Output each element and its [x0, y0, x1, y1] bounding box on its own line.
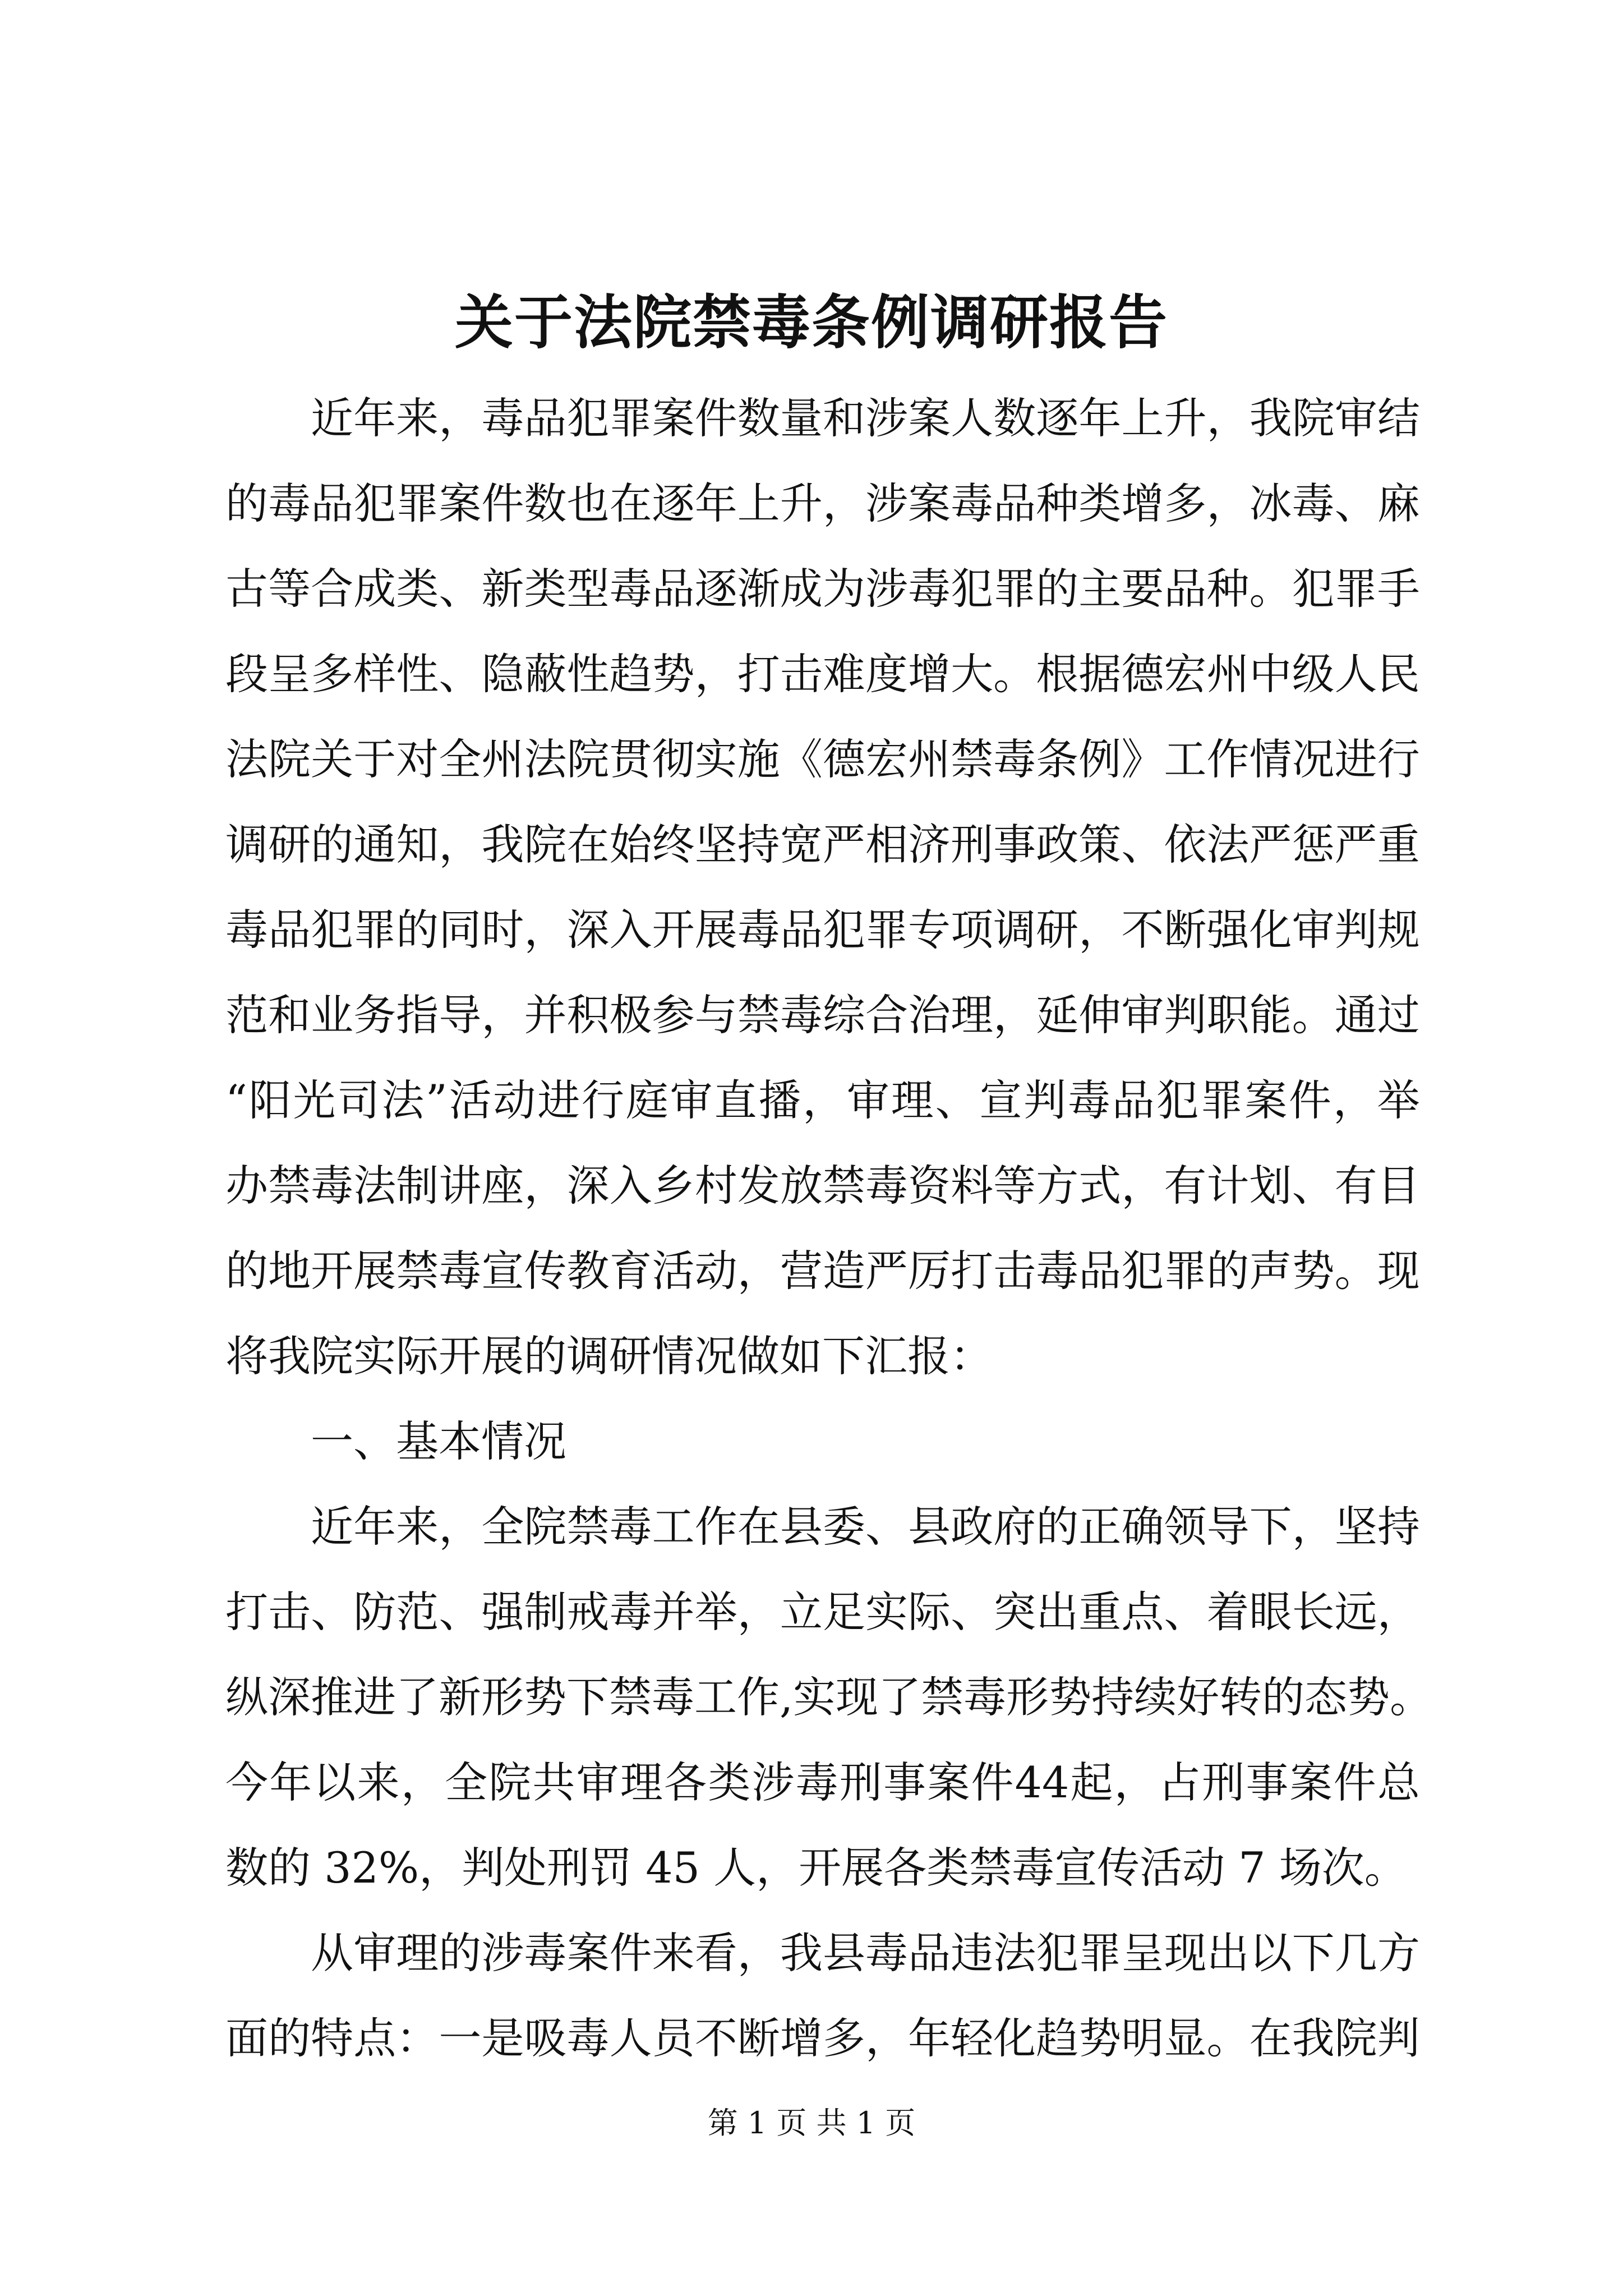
body-line-text: 一、基本情况	[311, 1416, 566, 1466]
body-line	[225, 1314, 1420, 1399]
body-line: 古 等 合 成 类 、 新 类 型 毒 品 逐 渐 成 为 涉 毒 犯 罪 的 主 要 品 种 。 犯 罪 手	[225, 564, 1420, 614]
body-line-text: 数的 32%，判处刑罚 45 人，开展各类禁毒宣传活动 7 场次。	[225, 1843, 1407, 1893]
body-line	[225, 1825, 1420, 1911]
body-line: 的 地 开 展 禁 毒 宣 传 教 育 活 动 ， 营 造 严 厉 打 击 毒 品 犯 罪 的 声 势 。 现	[225, 1246, 1420, 1296]
page-footer: 第 1 页 共 1 页	[707, 2105, 916, 2141]
body-line: 从 审 理 的 涉 毒 案 件 来 看 ， 我 县 毒 品 违 法 犯 罪 呈 现 出 以 下 几 方	[311, 1928, 1420, 1978]
body-line: “ 阳 光 司 法 ” 活 动 进 行 庭 审 直 播 ， 审 理 、 宣 判 毒 品 犯 罪 案 件 ， 举	[225, 1075, 1420, 1125]
body-line: 段 呈 多 样 性 、 隐 蔽 性 趋 势 ， 打 击 难 度 增 大 。 根 据 德 宏 州 中 级 人 民	[225, 649, 1420, 699]
body-line: 办 禁 毒 法 制 讲 座 ， 深 入 乡 村 发 放 禁 毒 资 料 等 方 式 ， 有 计 划 、 有 目	[225, 1161, 1420, 1211]
body-line: 近 年 来 ， 毒 品 犯 罪 案 件 数 量 和 涉 案 人 数 逐 年 上 升 ， 我 院 审 结	[311, 393, 1420, 443]
body-line-text: 将我院实际开展的调研情况做如下汇报：	[225, 1331, 993, 1381]
body-line: 今 年 以 来 ， 全 院 共 审 理 各 类 涉 毒 刑 事 案 件 44 起 ， 占 刑 事 案 件 总	[225, 1757, 1420, 1807]
body-line: 纵 深 推 进 了 新 形 势 下 禁 毒 工 作 , 实 现 了 禁 毒 形 势 持 续 好 转 的 态 势 。	[225, 1672, 1433, 1722]
body-line: 法 院 关 于 对 全 州 法 院 贯 彻 实 施 《 德 宏 州 禁 毒 条 例 》 工 作 情 况 进 行	[225, 734, 1420, 784]
body-line: 打 击 、 防 范 、 强 制 戒 毒 并 举 ， 立 足 实 际 、 突 出 重 点 、 着 眼 长 远 ，	[225, 1587, 1420, 1637]
body-line: 的 毒 品 犯 罪 案 件 数 也 在 逐 年 上 升 ， 涉 案 毒 品 种 类 增 多 ， 冰 毒 、 麻	[225, 478, 1420, 528]
body-line: 面 的 特 点 ： 一 是 吸 毒 人 员 不 断 增 多 ， 年 轻 化 趋 势 明 显 。 在 我 院 判	[225, 2013, 1420, 2063]
body-line: 范 和 业 务 指 导 ， 并 积 极 参 与 禁 毒 综 合 治 理 ， 延 伸 审 判 职 能 。 通 过	[225, 990, 1420, 1040]
body-line: 毒 品 犯 罪 的 同 时 ， 深 入 开 展 毒 品 犯 罪 专 项 调 研 ， 不 断 强 化 审 判 规	[225, 905, 1420, 955]
body-line: 调 研 的 通 知 ， 我 院 在 始 终 坚 持 宽 严 相 济 刑 事 政 策 、 依 法 严 惩 严 重	[225, 820, 1420, 869]
body-line: 近 年 来 ， 全 院 禁 毒 工 作 在 县 委 、 县 政 府 的 正 确 领 导 下 ， 坚 持	[311, 1502, 1420, 1552]
body-line	[225, 1399, 1420, 1484]
document-title: 关于法院禁毒条例调研报告	[454, 288, 1168, 357]
document-body	[225, 376, 1433, 2081]
